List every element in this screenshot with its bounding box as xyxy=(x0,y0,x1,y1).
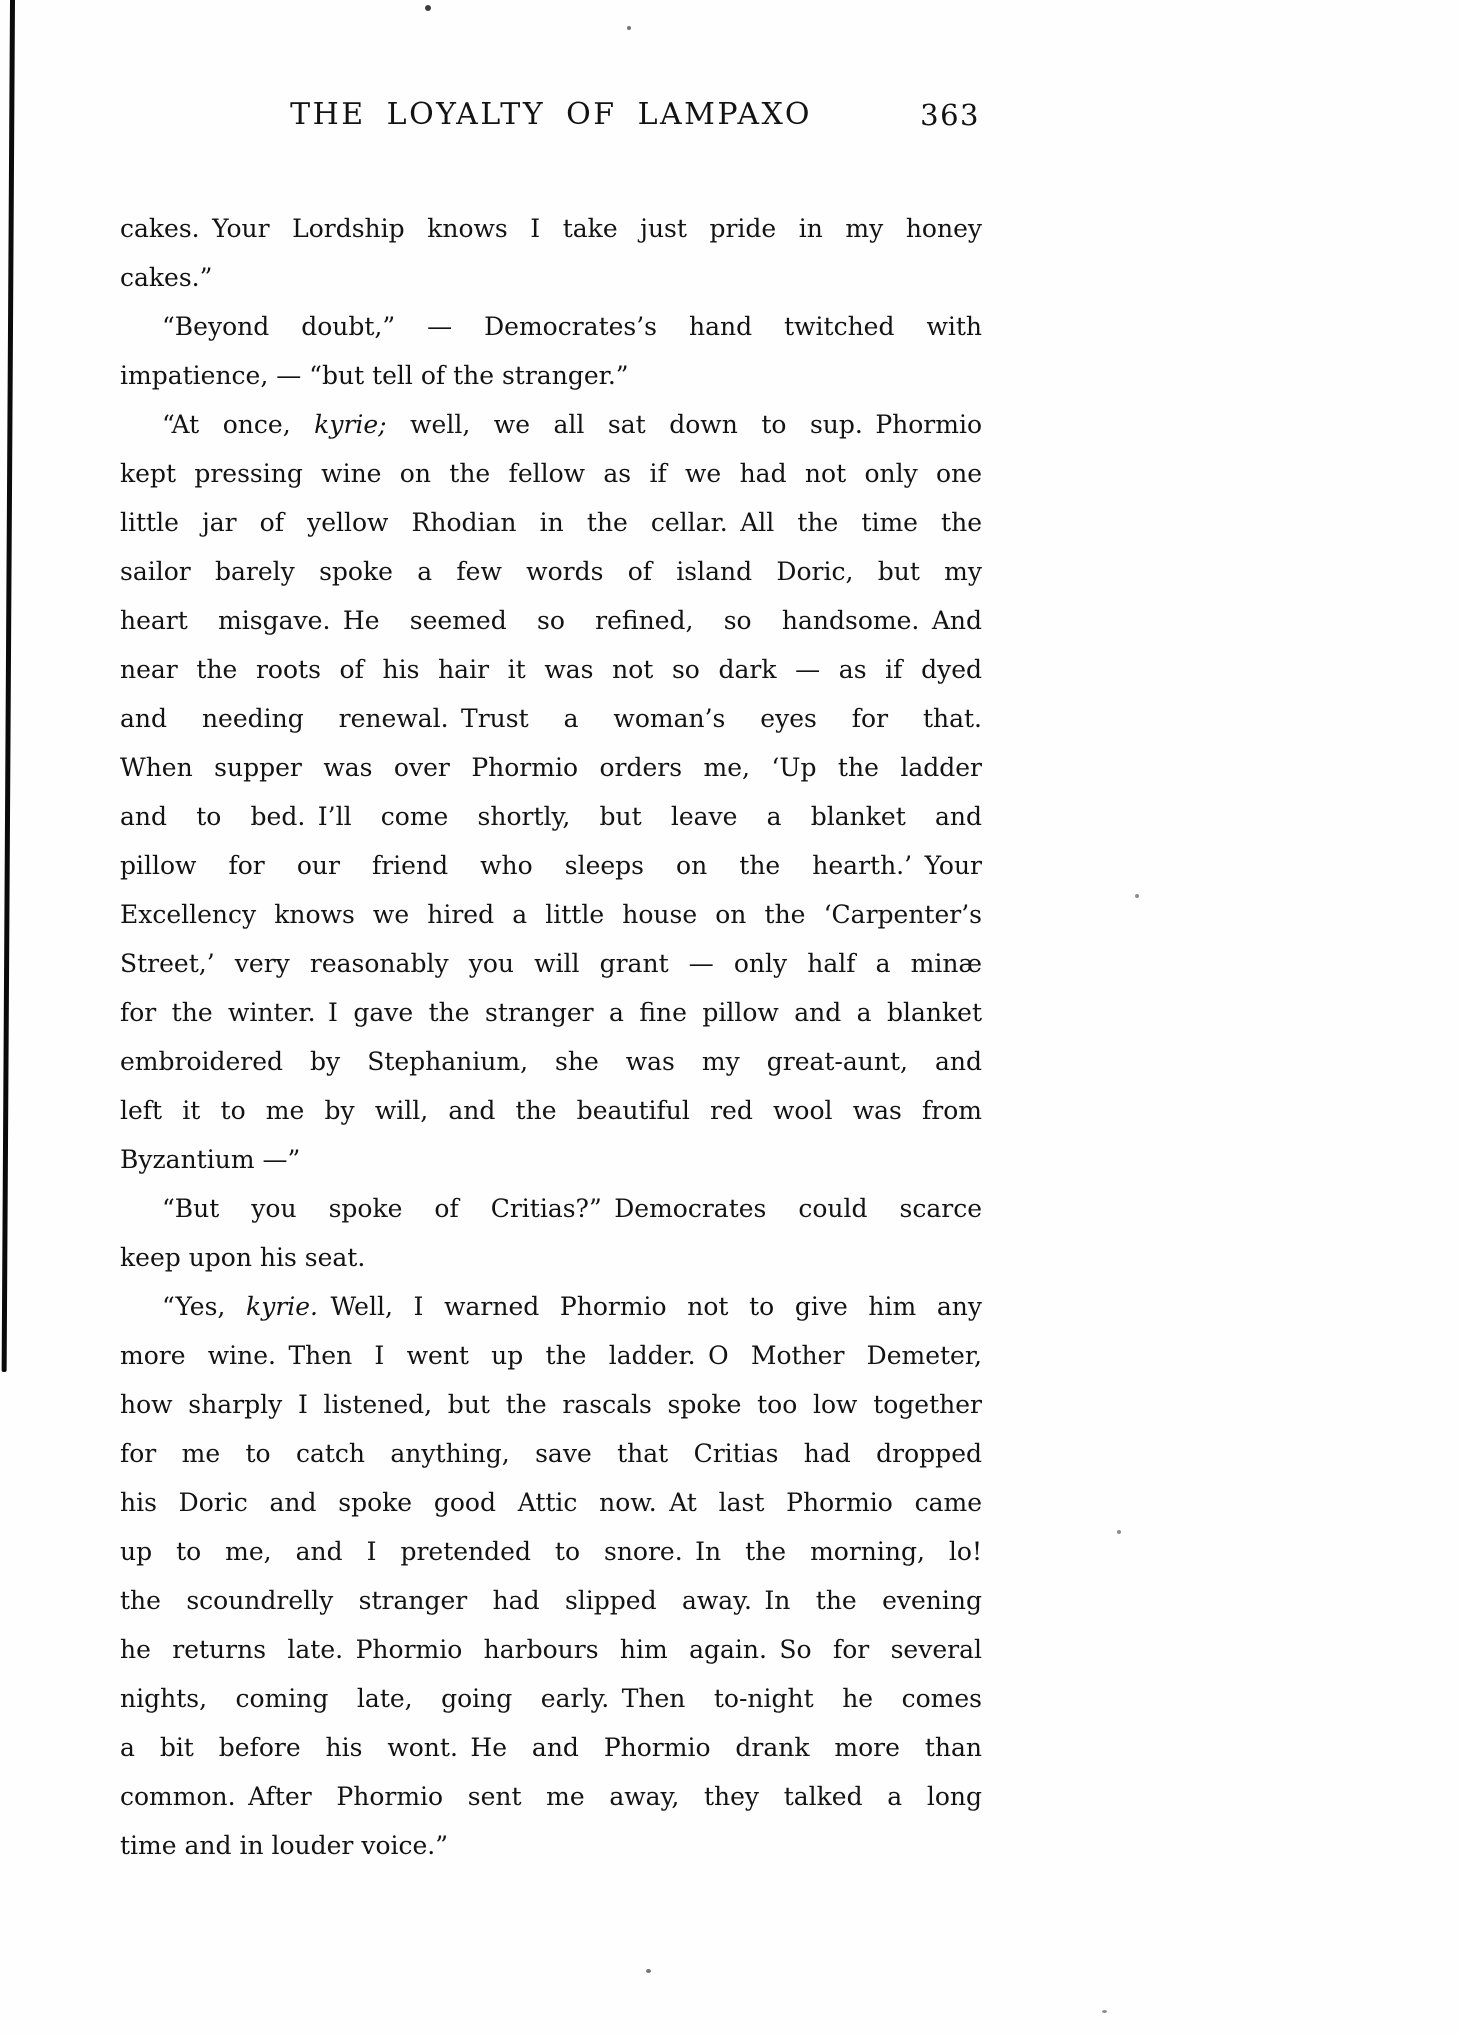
scan-speck xyxy=(627,26,631,30)
text-line: near the roots of his hair it was not so dark — as if dyed xyxy=(120,655,982,684)
text-line: left it to me by will, and the beautiful red wool was from xyxy=(120,1096,982,1125)
page-body xyxy=(120,204,982,1870)
paragraph xyxy=(120,204,982,302)
text-line: Byzantium —” xyxy=(120,1145,301,1174)
page-number: 363 xyxy=(920,98,980,132)
text-line: “Beyond doubt,” — Democrates’s hand twitched with xyxy=(162,312,982,341)
text-line: “At once, kyrie; well, we all sat down to sup. Phormio xyxy=(162,410,982,439)
text-line: and needing renewal. Trust a woman’s eyes for that. xyxy=(120,704,982,733)
text-line: the scoundrelly stranger had slipped away. In the evening xyxy=(120,1586,982,1615)
text-line: “Yes, kyrie. Well, I warned Phormio not to give him any xyxy=(162,1292,982,1321)
text-line: cakes. Your Lordship knows I take just pride in my honey xyxy=(120,214,982,243)
scan-speck xyxy=(425,5,431,11)
text-line: When supper was over Phormio orders me, ‘Up the ladder xyxy=(120,753,982,782)
paragraph xyxy=(120,1184,982,1282)
paragraph xyxy=(120,400,982,1184)
text-line: time and in louder voice.” xyxy=(120,1831,449,1860)
text-line: embroidered by Stephanium, she was my great-aunt, and xyxy=(120,1047,982,1076)
text-line: up to me, and I pretended to snore. In the morning, lo! xyxy=(120,1537,982,1566)
scan-speck xyxy=(1102,2010,1107,2013)
text-line: “But you spoke of Critias?” Democrates could scarce xyxy=(162,1194,982,1223)
text-line: he returns late. Phormio harbours him again. So for several xyxy=(120,1635,982,1664)
text-line: heart misgave. He seemed so refined, so handsome. And xyxy=(120,606,982,635)
text-line: how sharply I listened, but the rascals spoke too low together xyxy=(120,1390,982,1419)
text-line: sailor barely spoke a few words of island Doric, but my xyxy=(120,557,982,586)
text-line: pillow for our friend who sleeps on the hearth.’ Your xyxy=(120,851,982,880)
scan-speck xyxy=(646,1969,651,1973)
paragraph xyxy=(120,1282,982,1870)
text-line: impatience, — “but tell of the stranger.” xyxy=(120,361,629,390)
text-line: Street,’ very reasonably you will grant — only half a minæ xyxy=(120,949,982,978)
paragraph xyxy=(120,302,982,400)
text-line: a bit before his wont. He and Phormio drank more than xyxy=(120,1733,982,1762)
text-line: common. After Phormio sent me away, they talked a long xyxy=(120,1782,982,1811)
text-line: Excellency knows we hired a little house on the ‘Carpenter’s xyxy=(120,900,982,929)
text-line: more wine. Then I went up the ladder. O Mother Demeter, xyxy=(120,1341,982,1370)
running-header-title: THE LOYALTY OF LAMPAXO xyxy=(290,97,812,132)
text-line: keep upon his seat. xyxy=(120,1243,366,1272)
text-line: for me to catch anything, save that Critias had dropped xyxy=(120,1439,982,1468)
running-header xyxy=(120,94,982,136)
text-line: and to bed. I’ll come shortly, but leave a blanket and xyxy=(120,802,982,831)
scan-speck xyxy=(1117,1530,1121,1534)
text-line: cakes.” xyxy=(120,263,213,292)
binding-line xyxy=(2,0,15,1372)
text-line: for the winter. I gave the stranger a fine pillow and a blanket xyxy=(120,998,982,1027)
text-line: nights, coming late, going early. Then to-night he comes xyxy=(120,1684,982,1713)
scan-speck xyxy=(1135,894,1139,898)
text-line: little jar of yellow Rhodian in the cellar. All the time the xyxy=(120,508,982,537)
text-line: his Doric and spoke good Attic now. At last Phormio came xyxy=(120,1488,982,1517)
text-line: kept pressing wine on the fellow as if we had not only one xyxy=(120,459,982,488)
